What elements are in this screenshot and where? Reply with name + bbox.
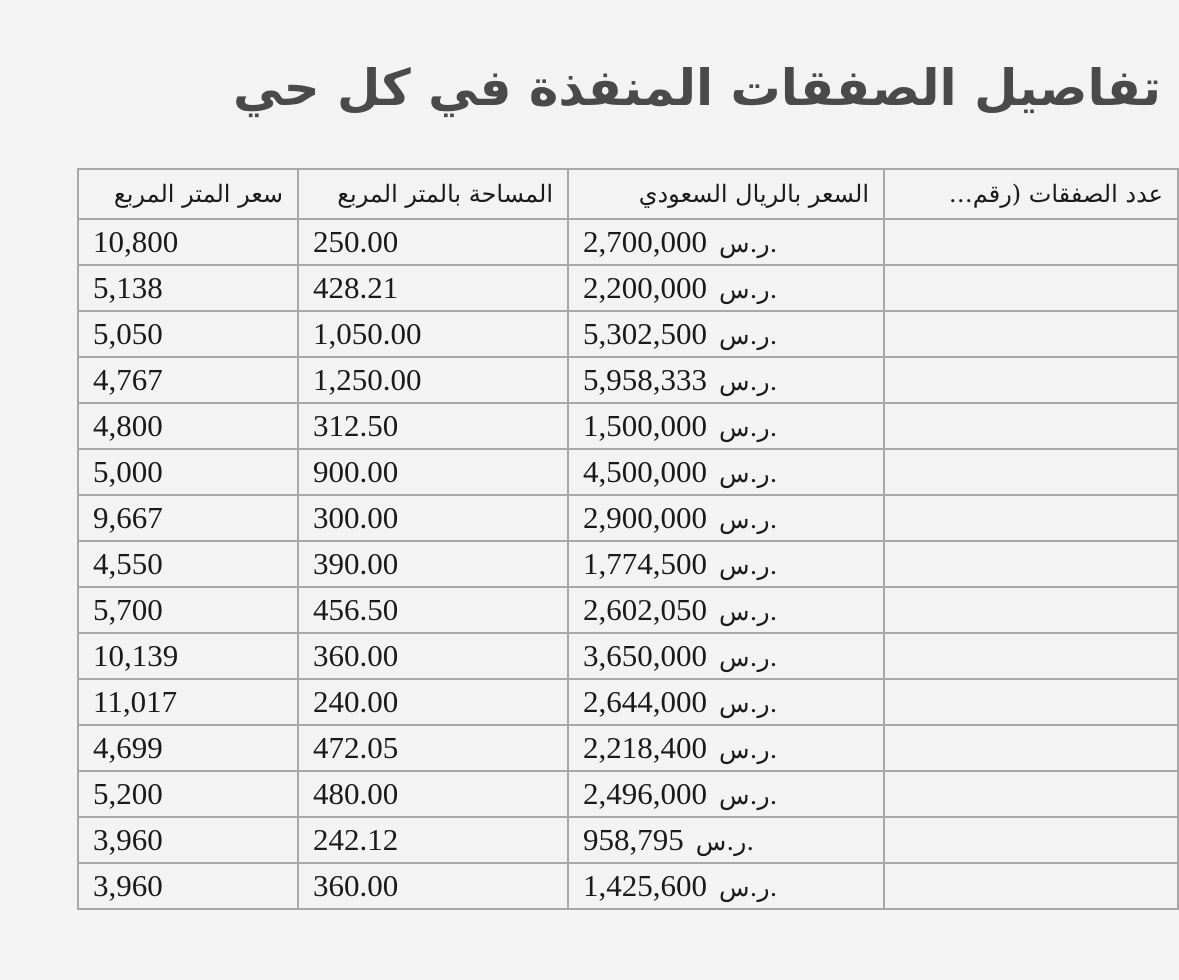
cell-price-per-meter: 5,700 xyxy=(78,587,298,633)
transactions-table xyxy=(77,168,1179,910)
price-value: 2,496,000 xyxy=(583,776,707,811)
currency-label: ر.س. xyxy=(719,459,778,488)
price-value: 1,774,500 xyxy=(583,546,707,581)
table-row xyxy=(78,725,1178,771)
cell-price-per-meter: 4,699 xyxy=(78,725,298,771)
cell-deal-count xyxy=(884,679,1178,725)
currency-label: ر.س. xyxy=(719,551,778,580)
table-row xyxy=(78,311,1178,357)
table-row xyxy=(78,403,1178,449)
header-deal-count[interactable]: عدد الصفقات (رقم… xyxy=(884,169,1178,219)
cell-area: 300.00 xyxy=(298,495,568,541)
currency-label: ر.س. xyxy=(719,321,778,350)
cell-price-sar xyxy=(568,541,884,587)
cell-deal-count xyxy=(884,449,1178,495)
currency-label: ر.س. xyxy=(719,413,778,442)
cell-area: 456.50 xyxy=(298,587,568,633)
price-value: 1,500,000 xyxy=(583,408,707,443)
cell-price-per-meter: 11,017 xyxy=(78,679,298,725)
header-price-sar[interactable]: السعر بالريال السعودي xyxy=(568,169,884,219)
price-value: 5,302,500 xyxy=(583,316,707,351)
cell-deal-count xyxy=(884,725,1178,771)
currency-label: ر.س. xyxy=(719,735,778,764)
table-row xyxy=(78,495,1178,541)
cell-price-sar xyxy=(568,817,884,863)
cell-area: 360.00 xyxy=(298,863,568,909)
cell-area: 1,250.00 xyxy=(298,357,568,403)
currency-label: ر.س. xyxy=(719,505,778,534)
price-value: 2,602,050 xyxy=(583,592,707,627)
cell-price-per-meter: 10,139 xyxy=(78,633,298,679)
cell-price-per-meter: 5,050 xyxy=(78,311,298,357)
cell-area: 360.00 xyxy=(298,633,568,679)
cell-area: 428.21 xyxy=(298,265,568,311)
cell-price-per-meter: 4,767 xyxy=(78,357,298,403)
price-value: 2,218,400 xyxy=(583,730,707,765)
cell-deal-count xyxy=(884,357,1178,403)
cell-price-sar xyxy=(568,771,884,817)
cell-price-sar xyxy=(568,725,884,771)
page-title: تفاصيل الصفقات المنفذة في كل حي xyxy=(233,59,1161,117)
cell-price-per-meter: 5,000 xyxy=(78,449,298,495)
table-body xyxy=(78,219,1178,909)
header-area[interactable]: المساحة بالمتر المربع xyxy=(298,169,568,219)
price-value: 2,700,000 xyxy=(583,224,707,259)
price-value: 958,795 xyxy=(583,822,684,857)
cell-price-sar xyxy=(568,449,884,495)
cell-deal-count xyxy=(884,403,1178,449)
price-value: 5,958,333 xyxy=(583,362,707,397)
cell-deal-count xyxy=(884,817,1178,863)
currency-label: ر.س. xyxy=(719,229,778,258)
cell-price-sar xyxy=(568,679,884,725)
cell-deal-count xyxy=(884,265,1178,311)
cell-deal-count xyxy=(884,495,1178,541)
price-value: 3,650,000 xyxy=(583,638,707,673)
cell-price-per-meter: 9,667 xyxy=(78,495,298,541)
cell-deal-count xyxy=(884,311,1178,357)
cell-area: 390.00 xyxy=(298,541,568,587)
currency-label: ر.س. xyxy=(719,781,778,810)
cell-price-per-meter: 3,960 xyxy=(78,863,298,909)
cell-price-per-meter: 4,550 xyxy=(78,541,298,587)
currency-label: ر.س. xyxy=(719,643,778,672)
cell-price-sar xyxy=(568,219,884,265)
currency-label: ر.س. xyxy=(719,367,778,396)
cell-price-sar xyxy=(568,265,884,311)
cell-area: 900.00 xyxy=(298,449,568,495)
cell-price-per-meter: 4,800 xyxy=(78,403,298,449)
cell-price-sar xyxy=(568,633,884,679)
cell-price-sar xyxy=(568,863,884,909)
table-row xyxy=(78,357,1178,403)
cell-area: 242.12 xyxy=(298,817,568,863)
cell-price-sar xyxy=(568,587,884,633)
price-value: 2,644,000 xyxy=(583,684,707,719)
cell-price-per-meter: 5,200 xyxy=(78,771,298,817)
cell-deal-count xyxy=(884,863,1178,909)
table-row xyxy=(78,219,1178,265)
cell-price-per-meter: 3,960 xyxy=(78,817,298,863)
table-row xyxy=(78,817,1178,863)
table-row xyxy=(78,771,1178,817)
currency-label: ر.س. xyxy=(719,873,778,902)
cell-deal-count xyxy=(884,587,1178,633)
table-row xyxy=(78,863,1178,909)
currency-label: ر.س. xyxy=(695,827,755,856)
table-row xyxy=(78,265,1178,311)
cell-price-per-meter: 10,800 xyxy=(78,219,298,265)
cell-area: 312.50 xyxy=(298,403,568,449)
cell-area: 472.05 xyxy=(298,725,568,771)
cell-price-per-meter: 5,138 xyxy=(78,265,298,311)
currency-label: ر.س. xyxy=(719,275,778,304)
price-value: 2,200,000 xyxy=(583,270,707,305)
cell-deal-count xyxy=(884,633,1178,679)
cell-price-sar xyxy=(568,311,884,357)
cell-deal-count xyxy=(884,541,1178,587)
header-price-per-meter[interactable]: سعر المتر المربع xyxy=(78,169,298,219)
currency-label: ر.س. xyxy=(719,597,778,626)
table-row xyxy=(78,679,1178,725)
table-row xyxy=(78,587,1178,633)
table-header-row xyxy=(78,169,1178,219)
table-row xyxy=(78,541,1178,587)
cell-area: 250.00 xyxy=(298,219,568,265)
price-value: 1,425,600 xyxy=(583,868,707,903)
price-value: 2,900,000 xyxy=(583,500,707,535)
cell-deal-count xyxy=(884,771,1178,817)
cell-price-sar xyxy=(568,403,884,449)
table-row xyxy=(78,633,1178,679)
price-value: 4,500,000 xyxy=(583,454,707,489)
cell-price-sar xyxy=(568,495,884,541)
currency-label: ر.س. xyxy=(719,689,778,718)
cell-area: 1,050.00 xyxy=(298,311,568,357)
cell-area: 480.00 xyxy=(298,771,568,817)
cell-area: 240.00 xyxy=(298,679,568,725)
cell-deal-count xyxy=(884,219,1178,265)
table-row xyxy=(78,449,1178,495)
cell-price-sar xyxy=(568,357,884,403)
